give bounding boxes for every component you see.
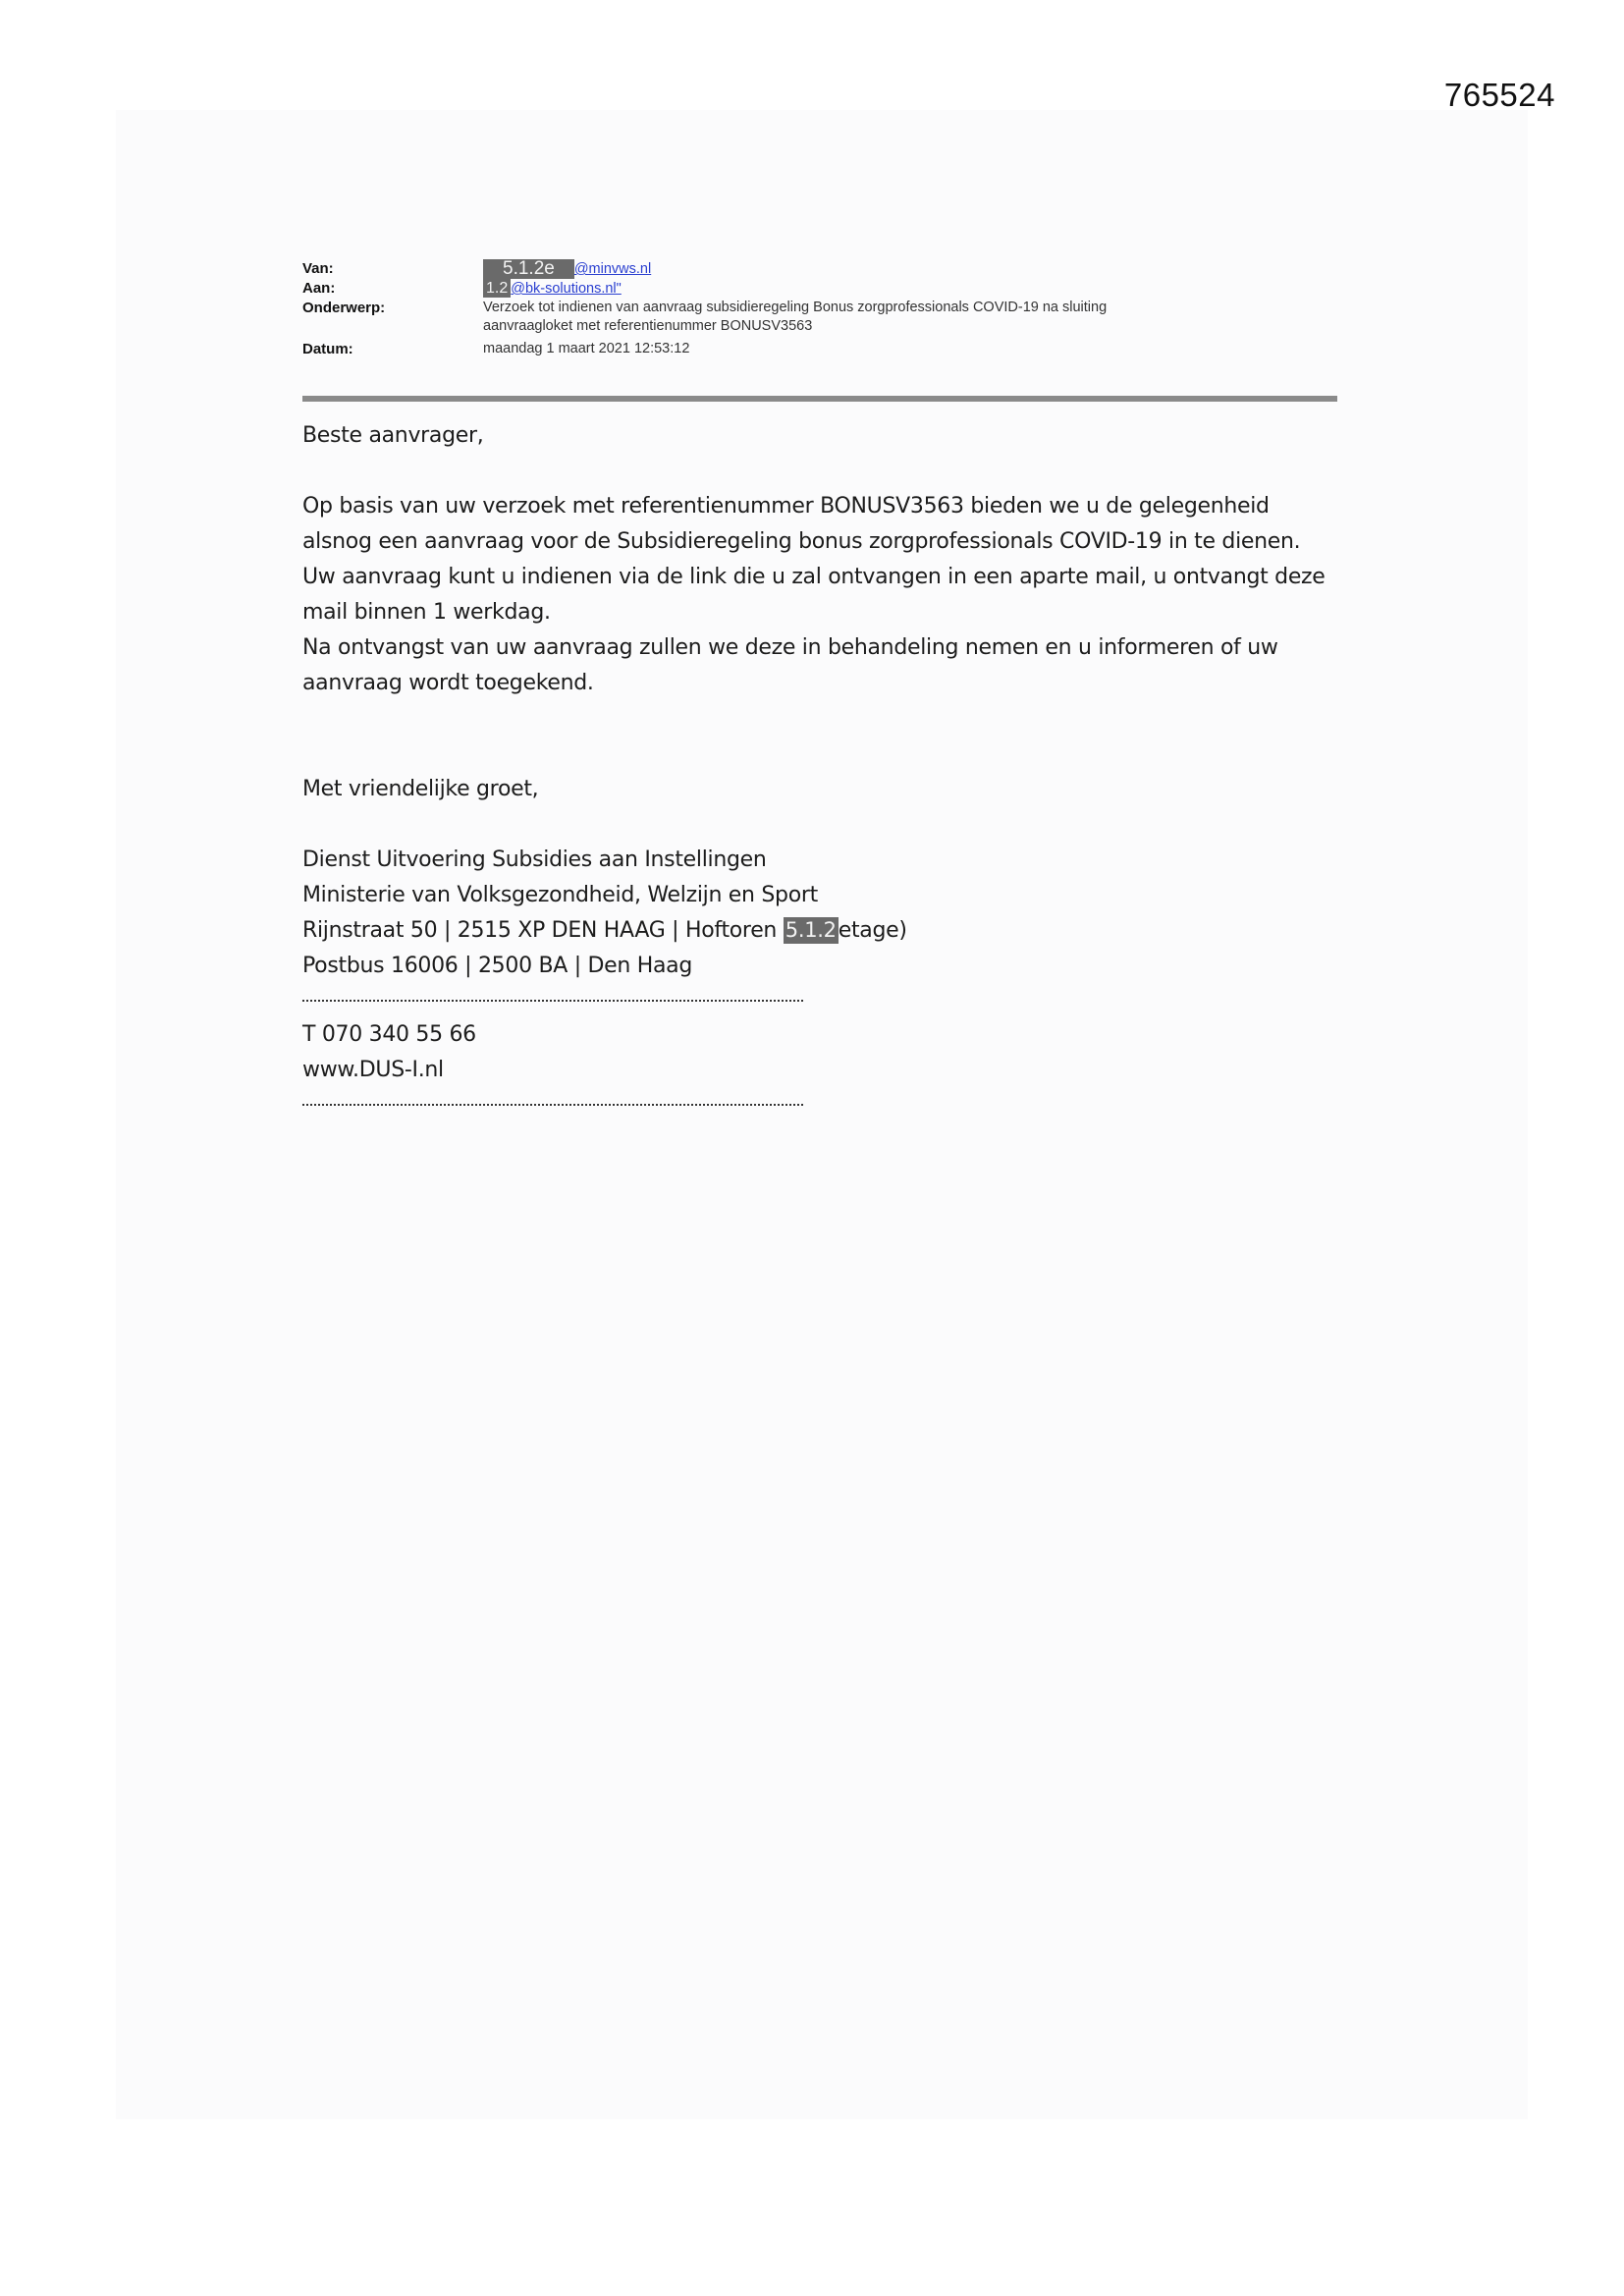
- to-email-link[interactable]: @bk-solutions.nl": [511, 281, 622, 297]
- to-label: Aan:: [302, 280, 336, 297]
- signature-ministry: Ministerie van Volksgezondheid, Welzijn en Sport: [302, 883, 818, 907]
- subject-row: [302, 299, 1337, 336]
- subject-value: [483, 299, 1288, 336]
- document-number: 765524: [1443, 77, 1555, 113]
- dotted-divider: [302, 1000, 803, 1002]
- date-value: maandag 1 maart 2021 12:53:12: [483, 341, 690, 356]
- date-row: [302, 340, 1337, 358]
- spacer: [302, 701, 1343, 772]
- closing: Met vriendelijke groet,: [302, 777, 539, 801]
- subject-line-1: Verzoek tot indienen van aanvraag subsidieregeling Bonus zorgprofessionals COVID-19 na sluiting: [483, 300, 1108, 315]
- greeting: Beste aanvrager,: [302, 423, 484, 448]
- body-line: aanvraag wordt toegekend.: [302, 671, 594, 695]
- redaction-box: 5.1.2: [785, 918, 837, 942]
- signature-organization: Dienst Uitvoering Subsidies aan Instellingen: [302, 847, 767, 872]
- to-value: [483, 279, 622, 299]
- spacer: [302, 807, 1343, 843]
- signature-phone: T 070 340 55 66: [302, 1022, 476, 1047]
- body-line: mail binnen 1 werkdag.: [302, 600, 551, 625]
- body-line: alsnog een aanvraag voor de Subsidieregeling bonus zorgprofessionals COVID-19 in te dienen.: [302, 529, 1301, 554]
- date-label: Datum:: [302, 341, 353, 357]
- address-suffix: etage): [838, 918, 907, 943]
- spacer: [302, 454, 1343, 489]
- redaction-box: 5.1.2e: [483, 259, 574, 279]
- address-prefix: Rijnstraat 50 | 2515 XP DEN HAAG | Hoftoren: [302, 918, 784, 943]
- subject-label: Onderwerp:: [302, 300, 386, 316]
- redaction-box: 1.2: [483, 279, 511, 298]
- signature-website: www.DUS-I.nl: [302, 1058, 444, 1082]
- signature-postbus: Postbus 16006 | 2500 BA | Den Haag: [302, 954, 692, 978]
- dotted-divider: [302, 1104, 803, 1106]
- header-divider: [302, 396, 1337, 402]
- to-row: [302, 279, 1337, 299]
- email-body: [302, 418, 1343, 1121]
- from-value: [483, 259, 651, 279]
- body-line: Na ontvangst van uw aanvraag zullen we deze in behandeling nemen en u informeren of uw: [302, 635, 1278, 660]
- body-line: Uw aanvraag kunt u indienen via de link die u zal ontvangen in een aparte mail, u ontvangt deze: [302, 565, 1326, 589]
- body-line: Op basis van uw verzoek met referentienummer BONUSV3563 bieden we u de gelegenheid: [302, 494, 1270, 519]
- subject-line-2: aanvraagloket met referentienummer BONUSV3563: [483, 318, 813, 334]
- signature-address: [302, 913, 1343, 949]
- from-email-link[interactable]: @minvws.nl: [573, 261, 652, 277]
- from-label: Van:: [302, 260, 334, 277]
- from-row: [302, 259, 1337, 279]
- email-header: [302, 259, 1337, 358]
